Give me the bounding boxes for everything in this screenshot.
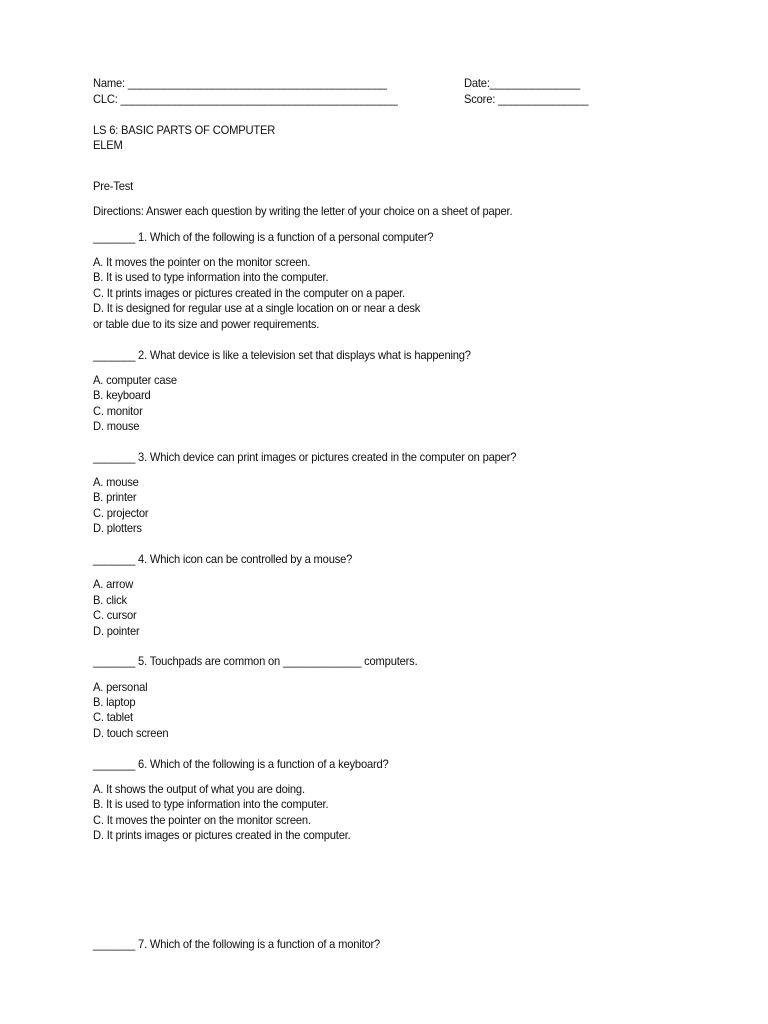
question-2-choice-c: C. monitor [93,404,143,418]
question-5-choice-b: B. laptop [93,695,136,709]
question-7: _______ 7. Which of the following is a function of a monitor? [93,937,381,951]
question-5: _______ 5. Touchpads are common on _____________ computers. [93,654,418,668]
question-1-choice-c: C. It prints images or pictures created in the computer on a paper. [93,286,405,300]
question-2-choice-b: B. keyboard [93,388,151,402]
grade-level: ELEM [93,138,123,152]
question-3-choice-b: B. printer [93,490,137,504]
question-4-choice-a: A. arrow [93,577,134,591]
directions: Directions: Answer each question by writing the letter of your choice on a sheet of paper. [93,204,513,218]
question-4-choice-d: D. pointer [93,624,140,638]
question-1-choice-a: A. It moves the pointer on the monitor screen. [93,255,311,269]
question-1: _______ 1. Which of the following is a function of a personal computer? [93,230,434,244]
question-6: _______ 6. Which of the following is a function of a keyboard? [93,757,389,771]
question-5-choice-d: D. touch screen [93,726,169,740]
question-6-choice-d: D. It prints images or pictures created in the computer. [93,828,351,842]
question-6-choice-c: C. It moves the pointer on the monitor screen. [93,813,311,827]
clc-field: CLC: ______________________________________________ [93,92,398,106]
test-type: Pre-Test [93,179,134,193]
question-2: _______ 2. What device is like a television set that displays what is happening? [93,348,471,362]
score-field: Score: _______________ [464,92,589,106]
question-6-choice-b: B. It is used to type information into the computer. [93,797,329,811]
worksheet-title: LS 6: BASIC PARTS OF COMPUTER [93,123,276,137]
question-3-choice-c: C. projector [93,506,149,520]
question-3: _______ 3. Which device can print images or pictures created in the computer on paper? [93,450,517,464]
question-1-choice-d: D. It is designed for regular use at a single location on or near a desk [93,301,421,315]
question-3-choice-a: A. mouse [93,475,139,489]
question-5-choice-c: C. tablet [93,710,133,724]
name-field: Name: ___________________________________________ [93,76,387,90]
question-2-choice-d: D. mouse [93,419,140,433]
question-1-choice-b: B. It is used to type information into the computer. [93,270,329,284]
question-3-choice-d: D. plotters [93,521,142,535]
question-4-choice-c: C. cursor [93,608,137,622]
question-4-choice-b: B. click [93,593,127,607]
question-6-choice-a: A. It shows the output of what you are doing. [93,782,305,796]
question-2-choice-a: A. computer case [93,373,177,387]
question-5-choice-a: A. personal [93,680,148,694]
date-field: Date:_______________ [464,76,581,90]
question-1-choice-d-continued: or table due to its size and power requirements. [93,317,320,331]
question-4: _______ 4. Which icon can be controlled by a mouse? [93,552,353,566]
